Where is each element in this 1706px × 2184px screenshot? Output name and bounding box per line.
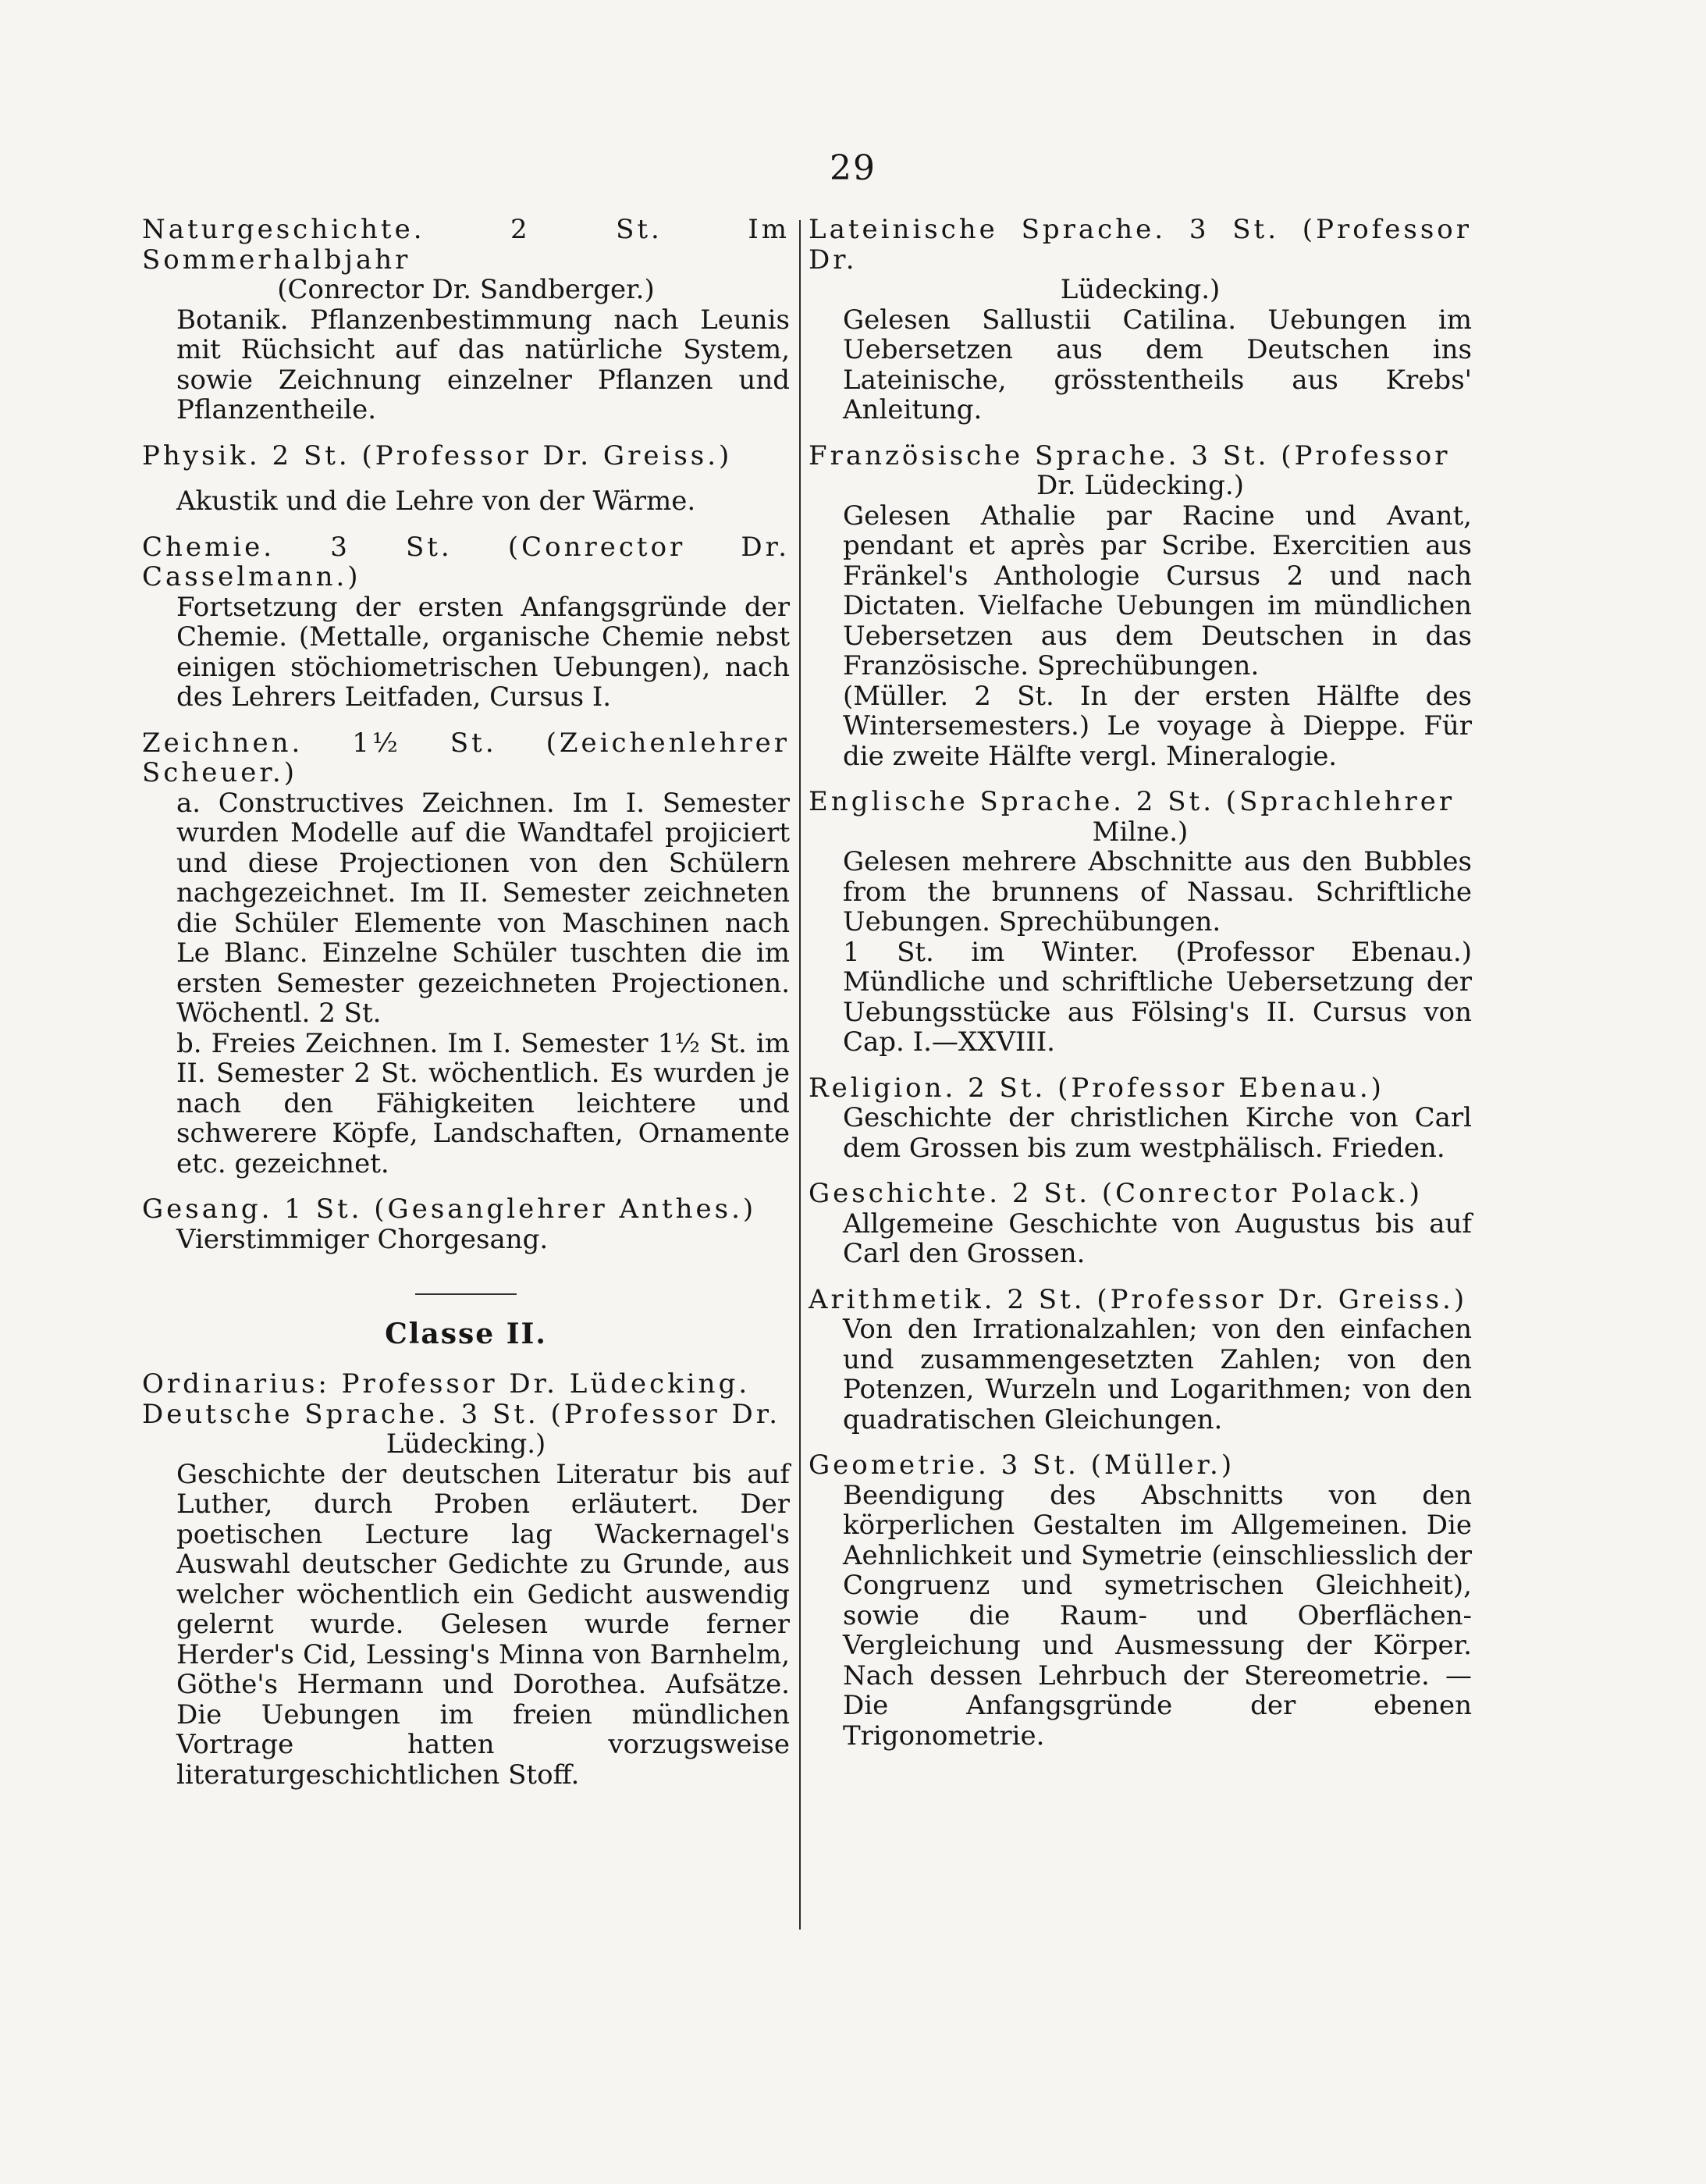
- section-body: Beendigung des Abschnitts von den körperlichen Gestalten im Allgemeinen. Die Aehnlichkeit und Symetrie (einschliesslich der Congruenz und symetrischen Gleichheit), sowie die Raum- und Oberflächen-Vergleichung und Ausmessung der Körper. Nach dessen Lehrbuch der Stereometrie. — Die Anfangsgründe der ebenen Trigonometrie.: [843, 1479, 1472, 1752]
- section-body: Vierstimmiger Chorgesang.: [176, 1223, 549, 1255]
- page-number: 29: [830, 148, 876, 188]
- section-deutsche-sprache: [142, 1400, 790, 1791]
- section-heading: Chemie. 3 St. (Conrector Dr. Casselmann.): [142, 531, 790, 592]
- section-lateinische-sprache: [809, 215, 1472, 425]
- section-heading: Deutsche Sprache. 3 St. (Professor Dr.: [142, 1398, 781, 1430]
- column-divider: [799, 220, 801, 1930]
- section-heading: Arithmetik. 2 St. (Professor Dr. Greiss.): [809, 1283, 1468, 1315]
- section-zeichnen: [142, 728, 790, 1179]
- separator-line: [142, 1272, 790, 1302]
- section-heading: Naturgeschichte. 2 St. Im Sommerhalbjahr: [142, 214, 790, 276]
- section-heading: Religion. 2 St. (Professor Ebenau.): [809, 1072, 1384, 1104]
- section-franzoesische-sprache: [809, 441, 1472, 772]
- section-heading: Geschichte. 2 St. (Conrector Polack.): [809, 1178, 1423, 1209]
- section-note: (Müller. 2 St. In der ersten Hälfte des Wintersemesters.) Le voyage à Dieppe. Für die zweite Hälfte vergl. Mineralogie.: [843, 680, 1472, 772]
- right-column: [809, 215, 1472, 1751]
- section-naturgeschichte: [142, 215, 790, 425]
- section-geschichte: [809, 1179, 1472, 1269]
- left-column: [142, 215, 790, 1790]
- section-body: Geschichte der deutschen Literatur bis auf Luther, durch Proben erläutert. Der poetischen Lecture lag Wackernagel's Auswahl deutscher Gedichte zu Grunde, aus welcher wöchentlich ein Gedicht auswendig gelernt wurde. Gelesen wurde ferner Herder's Cid, Lessing's Minna von Barnhelm, Göthe's Hermann und Dorothea. Aufsätze. Die Uebungen im freien mündlichen Vortrage hatten vorzugsweise literaturgeschichtlichen Stoff.: [176, 1458, 790, 1791]
- section-body: Allgemeine Geschichte von Augustus bis auf Carl den Grossen.: [843, 1208, 1472, 1269]
- section-body: Gelesen Sallustii Catilina. Uebungen im Uebersetzen aus dem Deutschen ins Lateinische, grösstentheils aus Krebs' Anleitung.: [843, 304, 1472, 425]
- section-item-a: a. Constructives Zeichnen. Im I. Semester wurden Modelle auf die Wandtafel projiciert und diese Projectionen von den Schülern nachgezeichnet. Im II. Semester zeichneten die Schüler Elemente von Maschinen nach Le Blanc. Einzelne Schüler tuschten die im ersten Semester gezeichneten Projectionen. Wöchentl. 2 St.: [176, 787, 790, 1029]
- section-heading: Gesang. 1 St. (Gesanglehrer Anthes.): [142, 1193, 757, 1225]
- section-teacher: Lüdecking.): [1060, 274, 1221, 305]
- section-geometrie: [809, 1450, 1472, 1751]
- section-body: Von den Irrationalzahlen; von den einfachen und zusammengesetzten Zahlen; von den Potenzen, Wurzeln und Logarithmen; von den quadratischen Gleichungen.: [843, 1314, 1472, 1435]
- section-heading: Französische Sprache. 3 St. (Professor: [809, 439, 1451, 471]
- section-body: Fortsetzung der ersten Anfangsgründe der Chemie. (Mettalle, organische Chemie nebst einigen stöchiometrischen Uebungen), nach des Lehrers Leitfaden, Cursus I.: [176, 591, 790, 713]
- section-body: Akustik und die Lehre von der Wärme.: [176, 486, 696, 517]
- ordinarius-line: Ordinarius: Professor Dr. Lüdecking.: [142, 1368, 751, 1400]
- section-teacher: Milne.): [1092, 816, 1189, 848]
- section-heading: Lateinische Sprache. 3 St. (Professor Dr.: [809, 214, 1472, 276]
- section-teacher: Dr. Lüdecking.): [1036, 470, 1244, 501]
- section-gesang: [142, 1194, 790, 1254]
- section-item-b: b. Freies Zeichnen. Im I. Semester 1½ St. im II. Semester 2 St. wöchentlich. Es wurden je nach den Fähigkeiten leichtere und schwerere Köpfe, Landschaften, Ornamente etc. gezeichnet.: [176, 1027, 790, 1179]
- section-body: Geschichte der christlichen Kirche von Carl dem Grossen bis zum westphälisch. Frieden.: [843, 1102, 1472, 1164]
- section-note: 1 St. im Winter. (Professor Ebenau.) Mündliche und schriftliche Uebersetzung der Uebungsstücke aus Fölsing's II. Cursus von Cap. I.—XXVIII.: [843, 936, 1472, 1058]
- section-englische-sprache: [809, 787, 1472, 1058]
- section-body: Botanik. Pflanzenbestimmung nach Leunis mit Rüchsicht auf das natürliche System, sowie Zeichnung einzelner Pflanzen und Pflanzentheile.: [176, 304, 790, 425]
- section-heading: Physik. 2 St. (Professor Dr. Greiss.): [142, 439, 733, 471]
- section-heading: Geometrie. 3 St. (Müller.): [809, 1449, 1235, 1481]
- section-teacher: (Conrector Dr. Sandberger.): [277, 274, 655, 305]
- section-heading: Zeichnen. 1½ St. (Zeichenlehrer Scheuer.): [142, 727, 790, 788]
- section-body: Gelesen Athalie par Racine und Avant, pendant et après par Scribe. Exercitien aus Fränkel's Anthologie Cursus 2 und nach Dictaten. Vielfache Uebungen im mündlichen Uebersetzen aus dem Deutschen in das Französische. Sprechübungen.: [843, 500, 1472, 681]
- section-religion: [809, 1073, 1472, 1164]
- section-chemie: [142, 532, 790, 713]
- section-body: Gelesen mehrere Abschnitte aus den Bubbles from the brunnens of Nassau. Schriftliche Uebungen. Sprechübungen.: [843, 846, 1472, 937]
- section-heading: Englische Sprache. 2 St. (Sprachlehrer: [809, 786, 1455, 817]
- section-arithmetik: [809, 1285, 1472, 1435]
- classe-title: Classe II.: [385, 1317, 547, 1350]
- section-physik: [142, 441, 790, 517]
- section-teacher: Lüdecking.): [386, 1428, 546, 1460]
